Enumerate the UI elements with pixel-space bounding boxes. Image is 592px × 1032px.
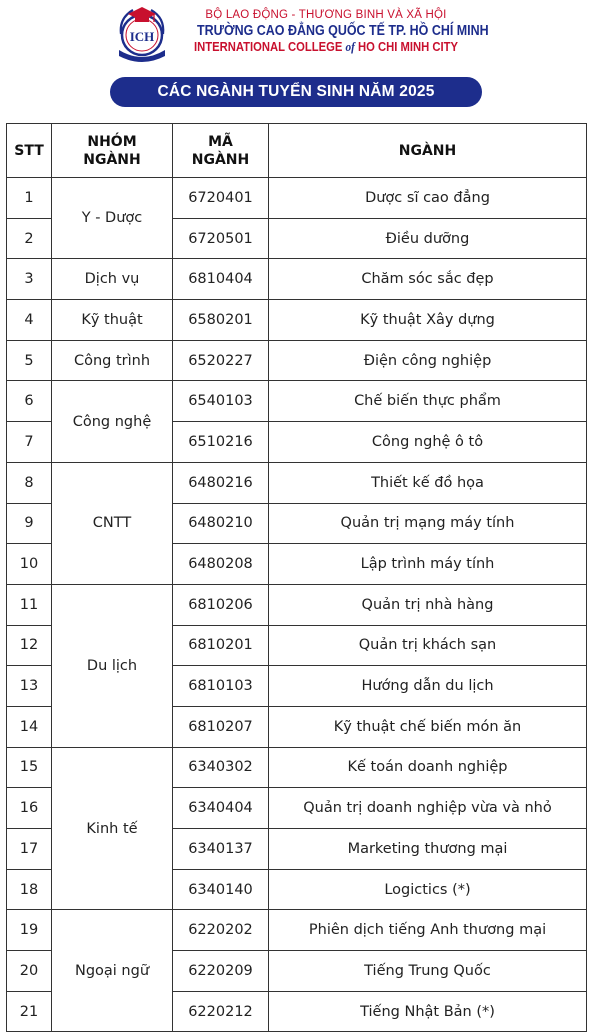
major-cell: Điều dưỡng	[269, 218, 587, 259]
code-cell: 6810206	[173, 584, 269, 625]
code-cell: 6810201	[173, 625, 269, 666]
major-cell: Hướng dẫn du lịch	[269, 666, 587, 707]
code-cell: 6340137	[173, 829, 269, 870]
code-cell: 6810103	[173, 666, 269, 707]
stt-cell: 13	[7, 666, 52, 707]
table-row	[7, 462, 587, 503]
major-cell: Kỹ thuật Xây dựng	[269, 300, 587, 341]
stt-cell: 17	[7, 829, 52, 870]
header-major: NGÀNH	[269, 124, 587, 178]
table-row	[7, 747, 587, 788]
table-row	[7, 910, 587, 951]
major-cell: Quản trị khách sạn	[269, 625, 587, 666]
stt-cell: 4	[7, 300, 52, 341]
code-cell: 6520227	[173, 340, 269, 381]
group-cell: Kinh tế	[52, 747, 173, 910]
college-en-suffix: HO CHI MINH CITY	[357, 40, 458, 54]
major-cell: Chăm sóc sắc đẹp	[269, 259, 587, 300]
code-cell: 6340302	[173, 747, 269, 788]
major-cell: Dược sĩ cao đẳng	[269, 178, 587, 219]
group-cell: Ngoại ngữ	[52, 910, 173, 1032]
header-group-line1: NHÓM	[87, 133, 137, 150]
stt-cell: 8	[7, 462, 52, 503]
major-cell: Quản trị mạng máy tính	[269, 503, 587, 544]
stt-cell: 21	[7, 991, 52, 1032]
table-row	[7, 584, 587, 625]
college-name-vn: TRƯỜNG CAO ĐẲNG QUỐC TẾ TP. HỒ CHÍ MINH	[197, 23, 489, 39]
code-cell: 6480210	[173, 503, 269, 544]
stt-cell: 2	[7, 218, 52, 259]
header-group	[52, 124, 173, 178]
table-row	[7, 300, 587, 341]
code-cell: 6480216	[173, 462, 269, 503]
stt-cell: 10	[7, 544, 52, 585]
major-cell: Thiết kế đồ họa	[269, 462, 587, 503]
table-header-row	[7, 124, 587, 178]
major-cell: Kế toán doanh nghiệp	[269, 747, 587, 788]
header-group-line2: NGÀNH	[83, 151, 141, 168]
code-cell: 6220212	[173, 991, 269, 1032]
table-row	[7, 340, 587, 381]
stt-cell: 11	[7, 584, 52, 625]
code-cell: 6720401	[173, 178, 269, 219]
stt-cell: 9	[7, 503, 52, 544]
group-cell: Y - Dược	[52, 178, 173, 259]
code-cell: 6720501	[173, 218, 269, 259]
code-cell: 6810207	[173, 706, 269, 747]
group-cell: Kỹ thuật	[52, 300, 173, 341]
stt-cell: 18	[7, 869, 52, 910]
major-cell: Marketing thương mại	[269, 829, 587, 870]
group-cell: CNTT	[52, 462, 173, 584]
code-cell: 6510216	[173, 422, 269, 463]
page-title: CÁC NGÀNH TUYỂN SINH NĂM 2025	[110, 77, 482, 107]
major-cell: Quản trị nhà hàng	[269, 584, 587, 625]
stt-cell: 15	[7, 747, 52, 788]
header-text	[176, 8, 489, 55]
group-cell: Du lịch	[52, 584, 173, 747]
major-cell: Điện công nghiệp	[269, 340, 587, 381]
majors-table	[6, 123, 587, 1032]
major-cell: Phiên dịch tiếng Anh thương mại	[269, 910, 587, 951]
code-cell: 6220209	[173, 951, 269, 992]
header-stt: STT	[7, 124, 52, 178]
major-cell: Công nghệ ô tô	[269, 422, 587, 463]
graduation-cap-crest-icon	[113, 4, 171, 64]
stt-cell: 6	[7, 381, 52, 422]
stt-cell: 12	[7, 625, 52, 666]
code-cell: 6340140	[173, 869, 269, 910]
stt-cell: 14	[7, 706, 52, 747]
code-cell: 6340404	[173, 788, 269, 829]
table-row	[7, 259, 587, 300]
stt-cell: 1	[7, 178, 52, 219]
header-code-line2: NGÀNH	[191, 151, 250, 168]
group-cell: Công trình	[52, 340, 173, 381]
group-cell: Công nghệ	[52, 381, 173, 462]
code-cell: 6580201	[173, 300, 269, 341]
header-code-line1: MÃ	[208, 133, 233, 150]
major-cell: Quản trị doanh nghiệp vừa và nhỏ	[269, 788, 587, 829]
group-cell: Dịch vụ	[52, 259, 173, 300]
major-cell: Kỹ thuật chế biến món ăn	[269, 706, 587, 747]
code-cell: 6220202	[173, 910, 269, 951]
code-cell: 6810404	[173, 259, 269, 300]
stt-cell: 16	[7, 788, 52, 829]
college-en-prefix: INTERNATIONAL COLLEGE	[193, 40, 343, 54]
major-cell: Chế biến thực phẩm	[269, 381, 587, 422]
code-cell: 6480208	[173, 544, 269, 585]
table-row	[7, 381, 587, 422]
header-code	[173, 124, 269, 178]
stt-cell: 5	[7, 340, 52, 381]
major-cell: Lập trình máy tính	[269, 544, 587, 585]
code-cell: 6540103	[173, 381, 269, 422]
table-row	[7, 178, 587, 219]
major-cell: Logictics (*)	[269, 869, 587, 910]
ministry-name: BỘ LAO ĐỘNG - THƯƠNG BINH VÀ XÃ HỘI	[205, 9, 447, 21]
major-cell: Tiếng Trung Quốc	[269, 951, 587, 992]
stt-cell: 3	[7, 259, 52, 300]
college-name-en	[191, 40, 461, 55]
logo-text: ICH	[129, 29, 155, 44]
stt-cell: 7	[7, 422, 52, 463]
stt-cell: 20	[7, 951, 52, 992]
header	[0, 0, 592, 70]
major-cell: Tiếng Nhật Bản (*)	[269, 991, 587, 1032]
stt-cell: 19	[7, 910, 52, 951]
college-en-of: of	[345, 40, 355, 54]
